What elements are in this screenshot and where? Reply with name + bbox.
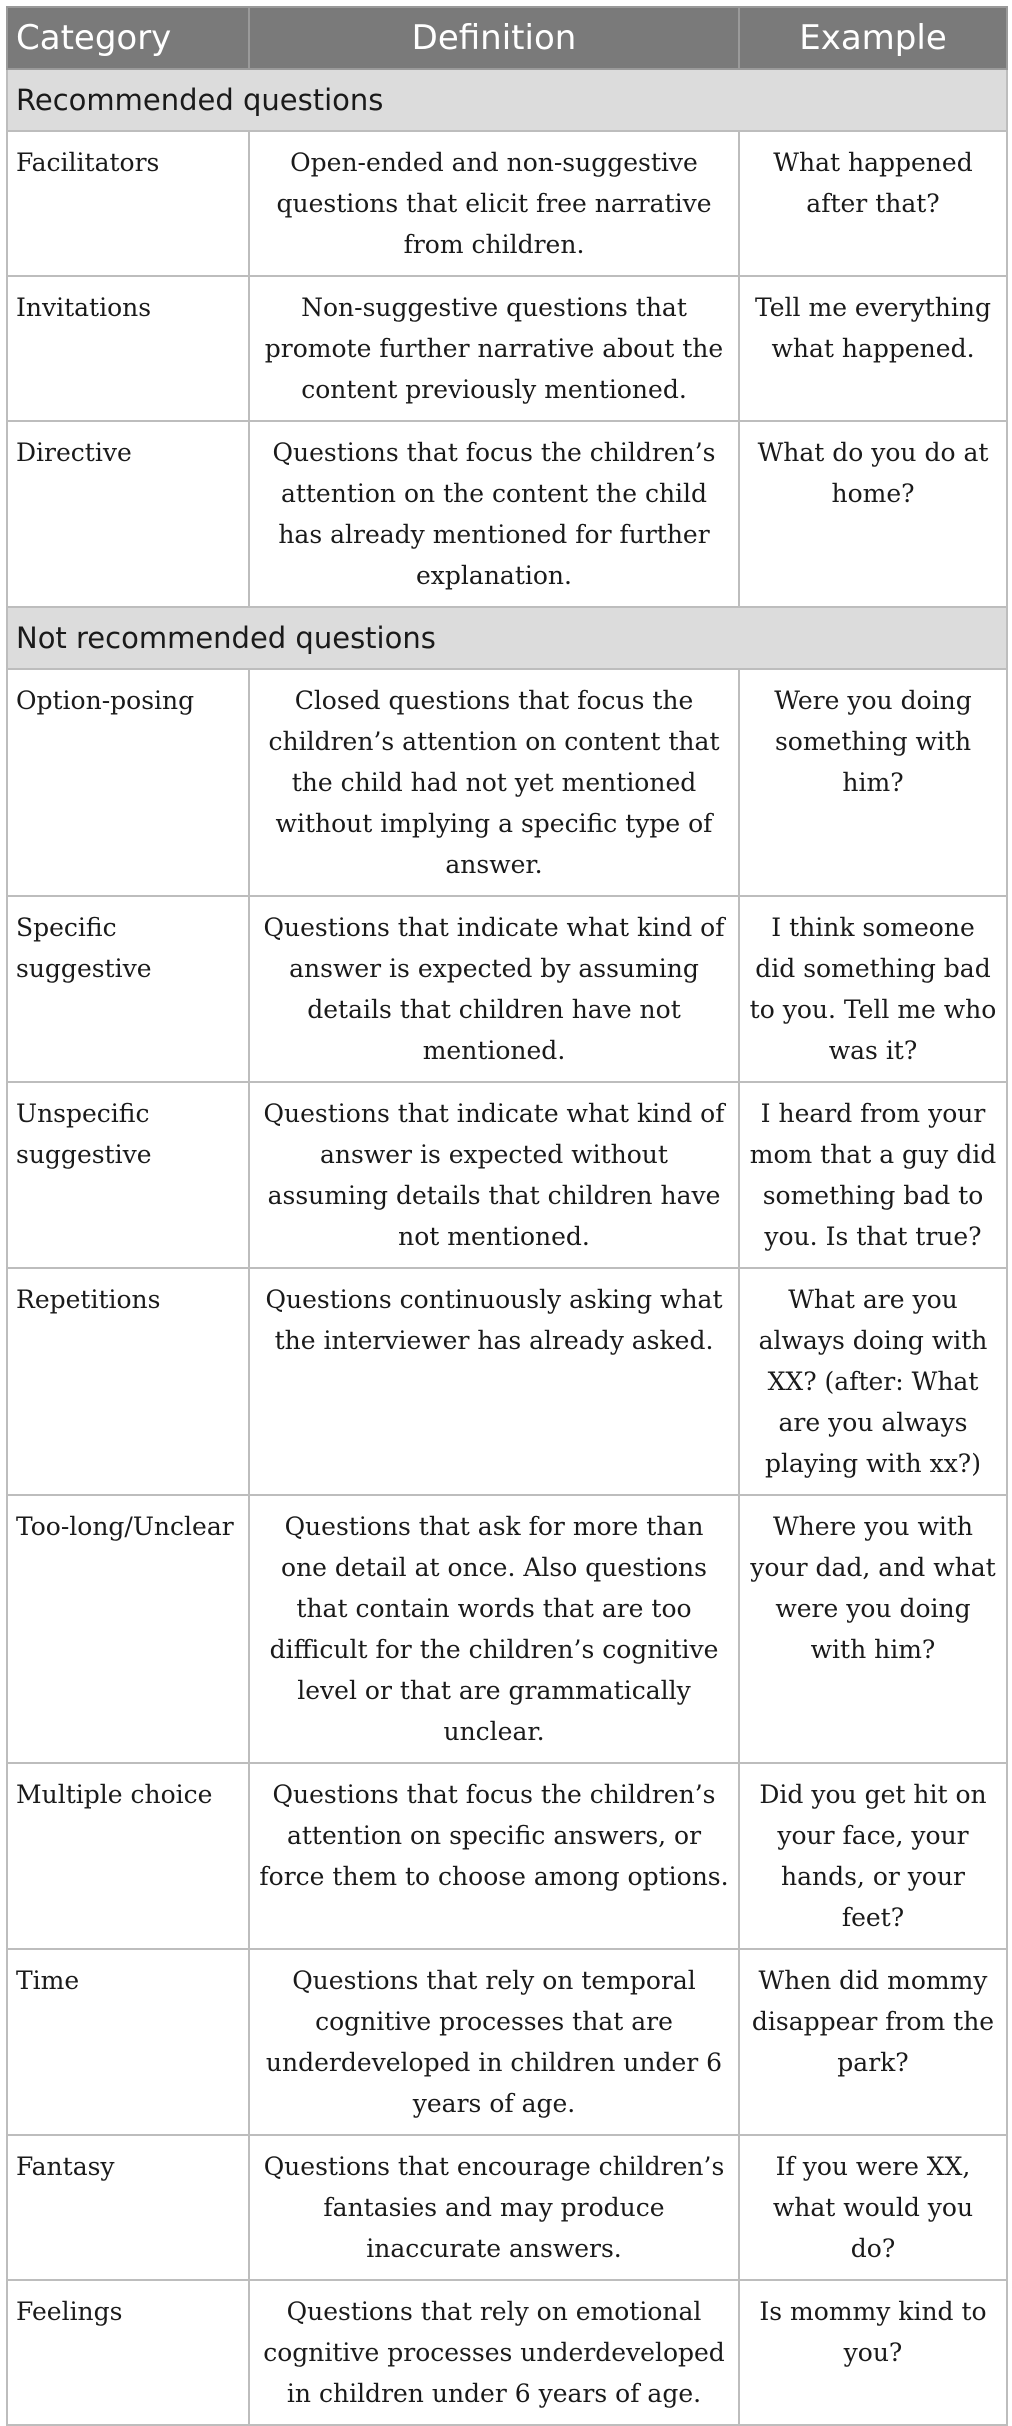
- definition-cell: Non-suggestive questions that promote further narrative about the content previously mentioned.: [249, 276, 739, 421]
- category-cell: Fantasy: [7, 2135, 249, 2280]
- table-row: [7, 2280, 1007, 2425]
- category-cell: Repetitions: [7, 1268, 249, 1495]
- table-row: [7, 2135, 1007, 2280]
- question-types-table: [6, 6, 1008, 2426]
- category-cell: Invitations: [7, 276, 249, 421]
- header-definition: Definition: [249, 7, 739, 69]
- example-cell: Did you get hit on your face, your hands, or your feet?: [739, 1763, 1007, 1949]
- section-title: Not recommended questions: [7, 607, 1007, 669]
- section-title: Recommended questions: [7, 69, 1007, 131]
- example-cell: When did mommy disappear from the park?: [739, 1949, 1007, 2135]
- table-row: [7, 276, 1007, 421]
- example-cell: Tell me everything what happened.: [739, 276, 1007, 421]
- table-row: [7, 1949, 1007, 2135]
- example-cell: Were you doing something with him?: [739, 669, 1007, 896]
- definition-cell: Questions that ask for more than one detail at once. Also questions that contain words that are too difficult for the children’s cognitive level or that are grammatically unclear.: [249, 1495, 739, 1763]
- definition-cell: Questions that indicate what kind of answer is expected by assuming details that children have not mentioned.: [249, 896, 739, 1082]
- table-row: [7, 1763, 1007, 1949]
- table-row: [7, 421, 1007, 607]
- definition-cell: Questions that rely on temporal cognitive processes that are underdeveloped in children under 6 years of age.: [249, 1949, 739, 2135]
- example-cell: I think someone did something bad to you. Tell me who was it?: [739, 896, 1007, 1082]
- category-cell: Too-long/Unclear: [7, 1495, 249, 1763]
- section-row: [7, 69, 1007, 131]
- category-cell: Feelings: [7, 2280, 249, 2425]
- definition-cell: Open-ended and non-suggestive questions that elicit free narrative from children.: [249, 131, 739, 276]
- header-category: Category: [7, 7, 249, 69]
- table-row: [7, 1082, 1007, 1268]
- category-cell: Option-posing: [7, 669, 249, 896]
- example-cell: What do you do at home?: [739, 421, 1007, 607]
- category-cell: Directive: [7, 421, 249, 607]
- definition-cell: Questions that indicate what kind of answer is expected without assuming details that children have not mentioned.: [249, 1082, 739, 1268]
- example-cell: What happened after that?: [739, 131, 1007, 276]
- example-cell: What are you always doing with XX? (after: What are you always playing with xx?): [739, 1268, 1007, 1495]
- table-row: [7, 1495, 1007, 1763]
- header-row: [7, 7, 1007, 69]
- section-row: [7, 607, 1007, 669]
- example-cell: Where you with your dad, and what were you doing with him?: [739, 1495, 1007, 1763]
- table-row: [7, 1268, 1007, 1495]
- example-cell: If you were XX, what would you do?: [739, 2135, 1007, 2280]
- category-cell: Specific suggestive: [7, 896, 249, 1082]
- header-example: Example: [739, 7, 1007, 69]
- example-cell: I heard from your mom that a guy did something bad to you. Is that true?: [739, 1082, 1007, 1268]
- category-cell: Multiple choice: [7, 1763, 249, 1949]
- definition-cell: Questions continuously asking what the interviewer has already asked.: [249, 1268, 739, 1495]
- table-row: [7, 896, 1007, 1082]
- definition-cell: Closed questions that focus the children’s attention on content that the child had not yet mentioned without implying a specific type of answer.: [249, 669, 739, 896]
- table-row: [7, 131, 1007, 276]
- definition-cell: Questions that focus the children’s attention on specific answers, or force them to choose among options.: [249, 1763, 739, 1949]
- category-cell: Unspecific suggestive: [7, 1082, 249, 1268]
- definition-cell: Questions that encourage children’s fantasies and may produce inaccurate answers.: [249, 2135, 739, 2280]
- definition-cell: Questions that rely on emotional cognitive processes underdeveloped in children under 6 years of age.: [249, 2280, 739, 2425]
- category-cell: Facilitators: [7, 131, 249, 276]
- definition-cell: Questions that focus the children’s attention on the content the child has already mentioned for further explanation.: [249, 421, 739, 607]
- example-cell: Is mommy kind to you?: [739, 2280, 1007, 2425]
- table-row: [7, 669, 1007, 896]
- category-cell: Time: [7, 1949, 249, 2135]
